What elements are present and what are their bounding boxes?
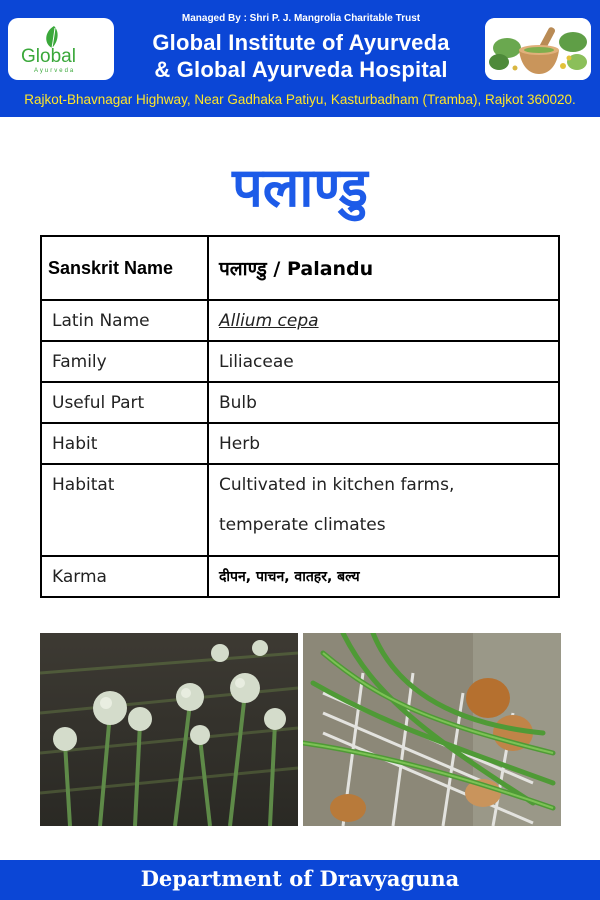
sanskrit-name-label: Sanskrit Name bbox=[41, 236, 208, 300]
footer-banner: Department of Dravyaguna bbox=[0, 860, 600, 900]
onion-bulbs-photo bbox=[303, 633, 561, 826]
family-label: Family bbox=[41, 341, 208, 382]
header-banner bbox=[0, 0, 600, 117]
logo-subtitle: Ayurveda bbox=[34, 68, 76, 74]
sanskrit-name-value: पलाण्डु / Palandu bbox=[208, 236, 559, 300]
table-row bbox=[41, 464, 559, 556]
karma-value: दीपन, पाचन, वातहर, बल्य bbox=[208, 556, 559, 597]
onion-bulbs-basket-image bbox=[303, 633, 561, 826]
table-row bbox=[41, 423, 559, 464]
leaf-logo-icon bbox=[8, 18, 114, 80]
onion-flowers-photo bbox=[40, 633, 298, 826]
mortar-pestle-icon bbox=[485, 18, 591, 80]
onion-flowers-field-image bbox=[40, 633, 298, 826]
page-title: पलाण्डु bbox=[232, 156, 368, 219]
habitat-value: Cultivated in kitchen farms, temperate climates bbox=[208, 464, 559, 556]
institute-name-line2: & Global Ayurveda Hospital bbox=[154, 57, 448, 82]
table-row bbox=[41, 556, 559, 597]
table-row bbox=[41, 300, 559, 341]
useful-part-value: Bulb bbox=[208, 382, 559, 423]
habit-label: Habit bbox=[41, 423, 208, 464]
table-row bbox=[41, 382, 559, 423]
family-value: Liliaceae bbox=[208, 341, 559, 382]
managed-by-text: Managed By : Shri P. J. Mangrolia Charitable Trust bbox=[181, 13, 421, 24]
table-row bbox=[41, 341, 559, 382]
institute-name-line1: Global Institute of Ayurveda bbox=[152, 30, 450, 55]
latin-name-label: Latin Name bbox=[41, 300, 208, 341]
global-ayurveda-logo bbox=[8, 18, 114, 80]
useful-part-label: Useful Part bbox=[41, 382, 208, 423]
habit-value: Herb bbox=[208, 423, 559, 464]
herb-info-table bbox=[40, 235, 560, 598]
habitat-label: Habitat bbox=[41, 464, 208, 556]
mortar-herbs-image bbox=[485, 18, 591, 80]
latin-name-value: Allium cepa bbox=[219, 310, 319, 331]
logo-wordmark: Global bbox=[21, 46, 76, 67]
karma-label: Karma bbox=[41, 556, 208, 597]
address-text: Rajkot-Bhavnagar Highway, Near Gadhaka Patiyu, Kasturbadham (Tramba), Rajkot 360020. bbox=[24, 92, 576, 107]
table-header-row bbox=[41, 236, 559, 300]
